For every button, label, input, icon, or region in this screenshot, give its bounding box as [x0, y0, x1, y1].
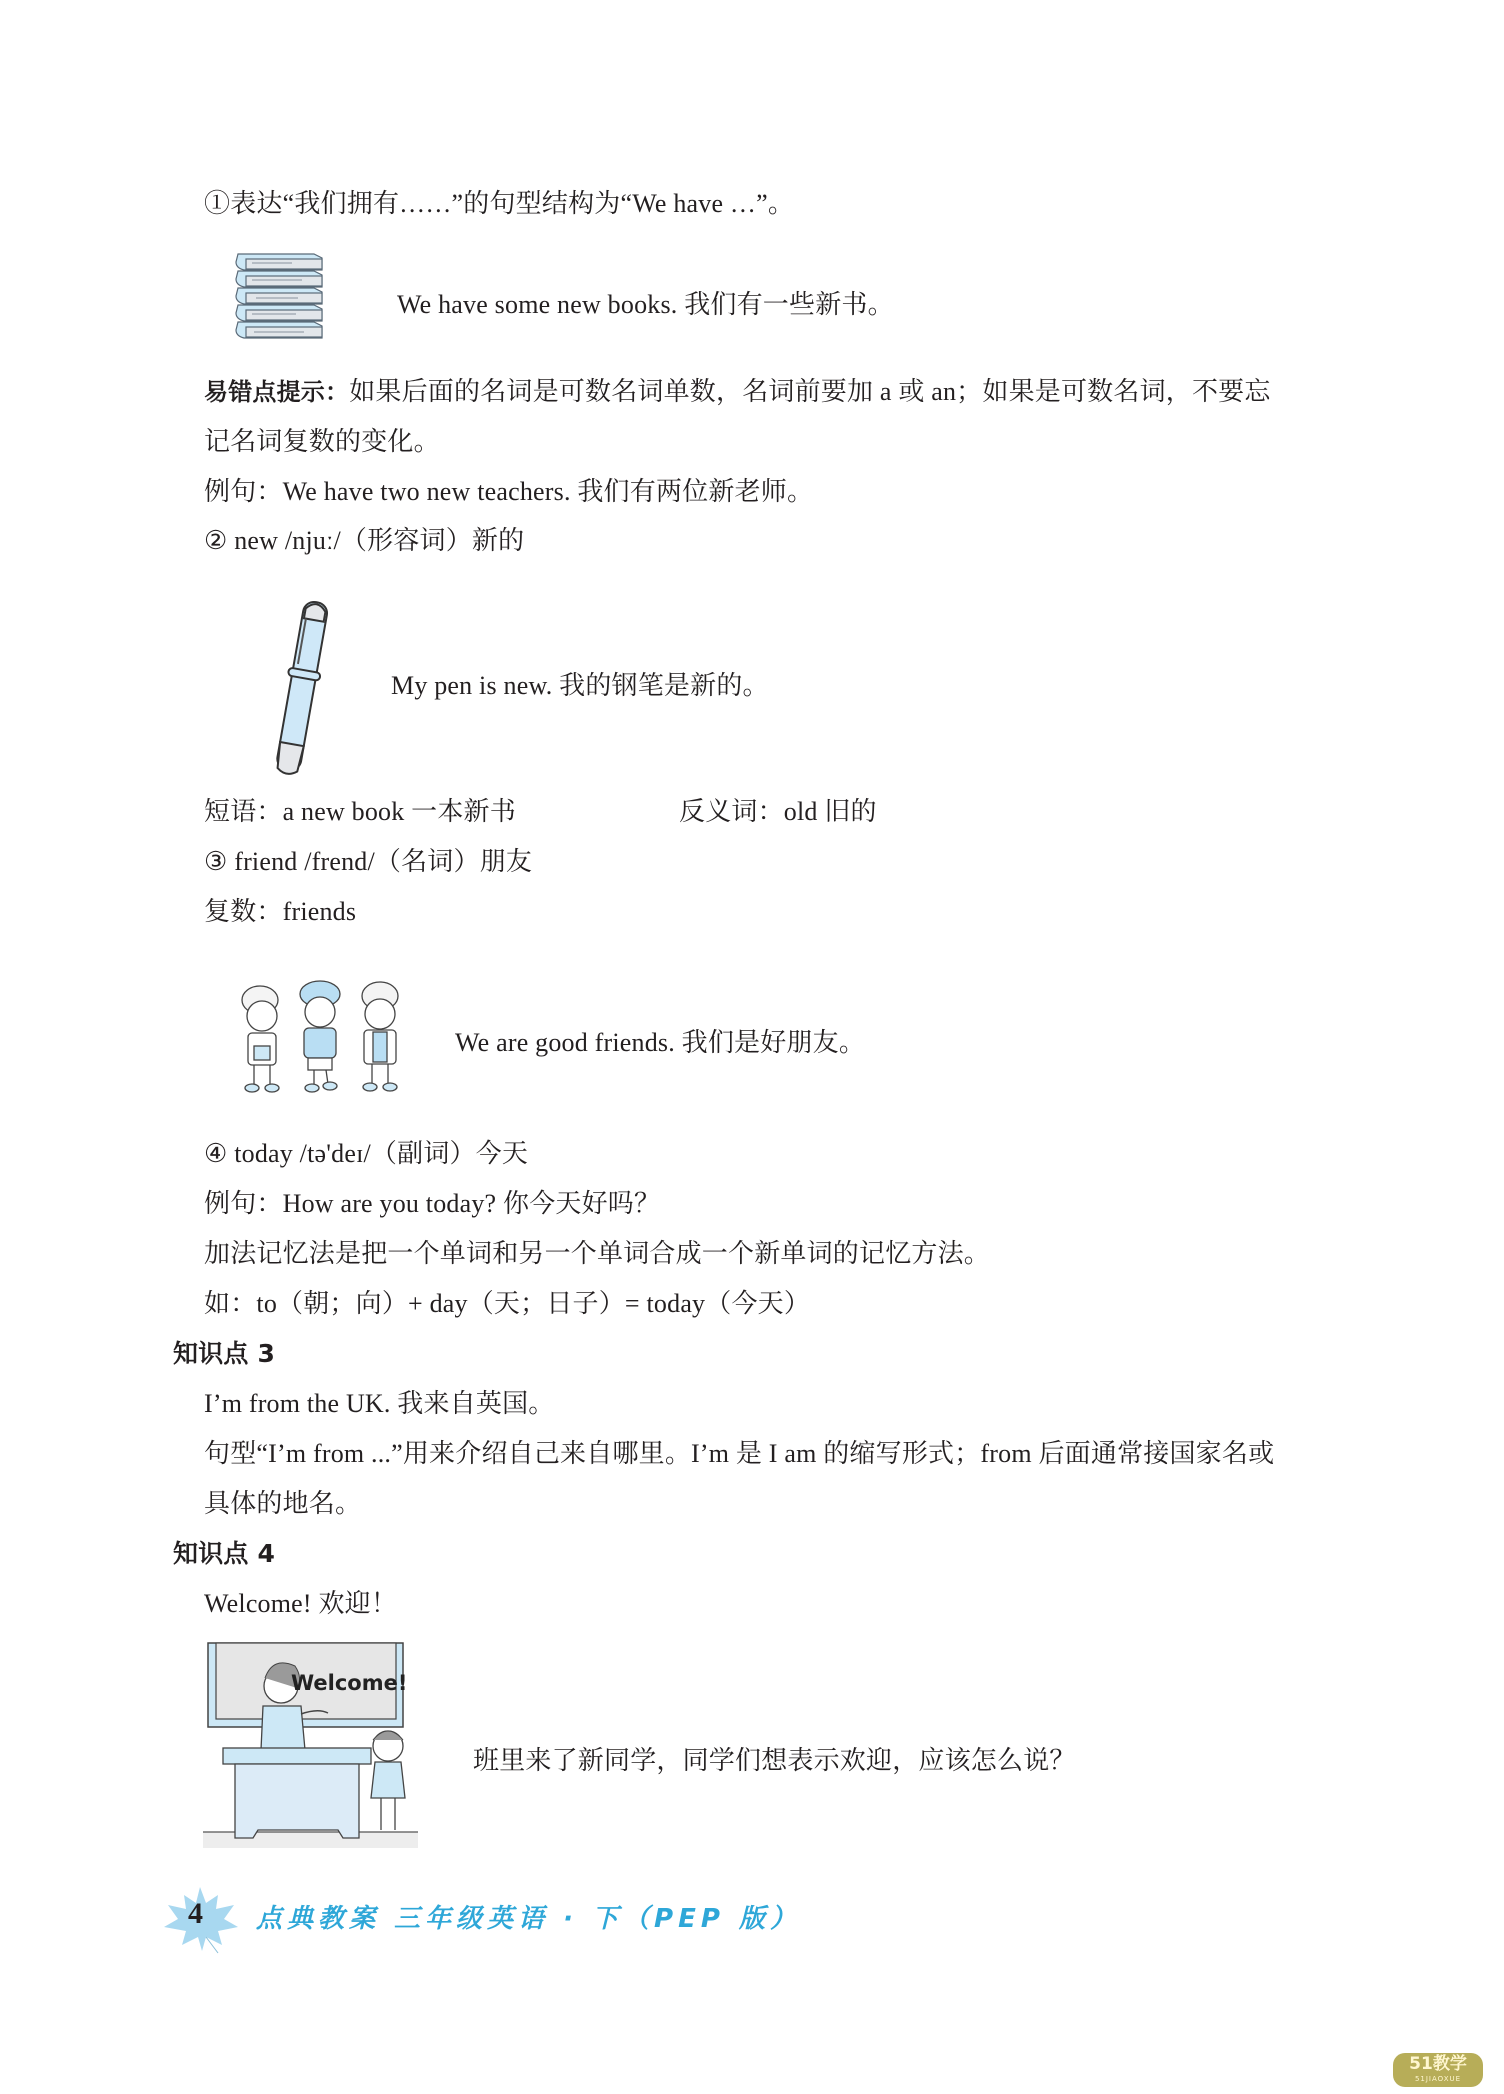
books-illustration: [232, 250, 327, 342]
tip-text: 如果后面的名词是可数名词单数，名词前要加 a 或 an；如果是可数名词，不要忘: [349, 377, 1271, 406]
page-number: 4: [188, 1897, 203, 1930]
plural: 复数：friends: [204, 897, 357, 926]
point4-heading: ④ today /tə'deɪ/（副词）今天: [204, 1139, 529, 1168]
knowledge3-explain-1: 句型“I’m from ...”用来介绍自己来自哪里。I’m 是 I am 的缩写形式；from 后面通常接国家名或: [204, 1439, 1275, 1468]
knowledge3-sentence: I’m from the UK. 我来自英国。: [204, 1389, 555, 1418]
memory-method: 加法记忆法是把一个单词和另一个单词合成一个新单词的记忆方法。: [204, 1239, 991, 1268]
watermark-sub: 51JIAOXUE: [1414, 2075, 1462, 2083]
board-welcome-text: Welcome!: [291, 1671, 408, 1695]
friends-example: We are good friends. 我们是好朋友。: [455, 1028, 866, 1057]
antonym: 反义词：old 旧的: [679, 797, 877, 826]
tip-line-2: 记名词复数的变化。: [204, 427, 440, 456]
example-sentence: 例句：We have two new teachers. 我们有两位新老师。: [204, 477, 814, 506]
point1-heading: ①表达“我们拥有……”的句型结构为“We have …”。: [204, 189, 795, 218]
pen-example: My pen is new. 我的钢笔是新的。: [391, 671, 769, 700]
knowledge3-heading: 知识点 3: [173, 1339, 276, 1368]
tip-line-1: [204, 377, 1271, 407]
knowledge3-explain-2: 具体的地名。: [204, 1489, 362, 1518]
tip-label: 易错点提示：: [204, 378, 350, 406]
point3-heading: ③ friend /frend/（名词）朋友: [204, 847, 533, 876]
pen-illustration: [262, 595, 342, 780]
welcome-illustration: [203, 1638, 418, 1848]
watermark-logo: [1393, 2053, 1483, 2087]
watermark-main: 51教学: [1409, 2054, 1467, 2074]
point2-heading: ② new /njuː/（形容词）新的: [204, 526, 525, 555]
today-example: 例句：How are you today? 你今天好吗？: [204, 1189, 661, 1218]
friends-illustration: [230, 978, 415, 1093]
knowledge4-heading: 知识点 4: [173, 1539, 276, 1568]
book-title: 点典教案 三年级英语 · 下（PEP 版）: [256, 1904, 801, 1934]
knowledge4-question: 班里来了新同学，同学们想表示欢迎，应该怎么说？: [473, 1746, 1076, 1775]
books-example: We have some new books. 我们有一些新书。: [397, 290, 894, 319]
knowledge4-sentence: Welcome! 欢迎！: [204, 1589, 398, 1618]
classroom-drawing: [203, 1638, 418, 1848]
memory-example: 如：to（朝；向）+ day（天；日子）= today（今天）: [204, 1289, 811, 1318]
phrase: 短语：a new book 一本新书: [204, 797, 516, 826]
